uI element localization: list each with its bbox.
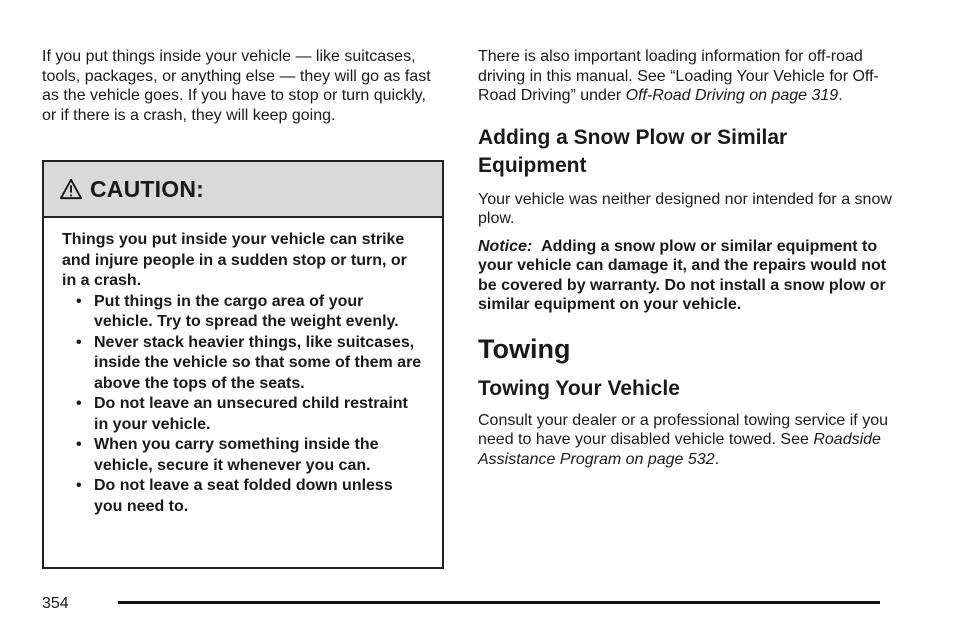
caution-item-text: When you carry something inside the vehicle, secure it whenever you can. (94, 436, 379, 474)
towing-text: Consult your dealer or a professional towing service if you need to have your disabled vehicle towed. See (478, 411, 888, 448)
notice-text: Adding a snow plow or similar equipment to your vehicle can damage it, and the repairs would not be covered by warranty. Do not install a snow plow or similar equipment on your vehicle. (478, 237, 887, 313)
loading-end: . (838, 87, 843, 104)
caution-title: CAUTION: (90, 175, 205, 202)
bullet-icon: • (76, 477, 82, 494)
loading-paragraph (478, 47, 898, 106)
snow-plow-heading: Adding a Snow Plow or Similar Equipment (478, 125, 788, 177)
notice-label: Notice: (478, 237, 533, 255)
towing-subheading: Towing Your Vehicle (478, 376, 680, 400)
towing-reference-link[interactable]: Roadside Assistance Program on page 532 (478, 431, 881, 468)
caution-item (62, 292, 424, 333)
caution-item (62, 333, 424, 395)
snow-plow-paragraph: Your vehicle was neither designed nor intended for a snow plow. (478, 190, 892, 227)
bullet-icon: • (76, 292, 82, 310)
towing-paragraph (478, 411, 898, 470)
caution-list (62, 292, 424, 518)
caution-item-text: Never stack heavier things, like suitcases, inside the vehicle so that some of them are above the tops of the seats. (94, 333, 422, 392)
loading-reference-link[interactable]: Off-Road Driving on page 319 (625, 87, 839, 104)
towing-heading: Towing (478, 333, 571, 364)
caution-header (44, 162, 442, 218)
bullet-icon: • (76, 436, 82, 453)
left-column (42, 47, 444, 125)
bullet-icon: • (76, 333, 82, 351)
right-column (478, 47, 898, 469)
caution-body (44, 218, 442, 517)
caution-item (62, 476, 424, 517)
caution-item-text: Put things in the cargo area of your vehicle. Try to spread the weight evenly. (94, 292, 399, 330)
caution-item-text: Do not leave a seat folded down unless you need to. (94, 477, 393, 515)
towing-end: . (714, 450, 720, 468)
caution-box (42, 160, 444, 569)
caution-item (62, 394, 424, 435)
warning-triangle-icon (60, 178, 82, 200)
footer-rule (118, 601, 880, 604)
caution-item-text: Do not leave an unsecured child restraint in your vehicle. (94, 395, 408, 433)
intro-paragraph: If you put things inside your vehicle — like suitcases, tools, packages, or anything else — they will go as fast as the vehicle goes. If you have to stop or turn quickly, or if there is a crash, they will keep going. (42, 48, 431, 124)
loading-text: There is also important loading information for off-road driving in this manual. See “Loading Your Vehicle for Off-Road Driving” under (478, 48, 879, 104)
caution-item (62, 435, 424, 476)
page-number: 354 (42, 595, 69, 612)
caution-lead: Things you put inside your vehicle can strike and injure people in a sudden stop or turn, or in a crash. (62, 231, 407, 289)
bullet-icon: • (76, 395, 82, 412)
notice-paragraph (478, 237, 898, 315)
